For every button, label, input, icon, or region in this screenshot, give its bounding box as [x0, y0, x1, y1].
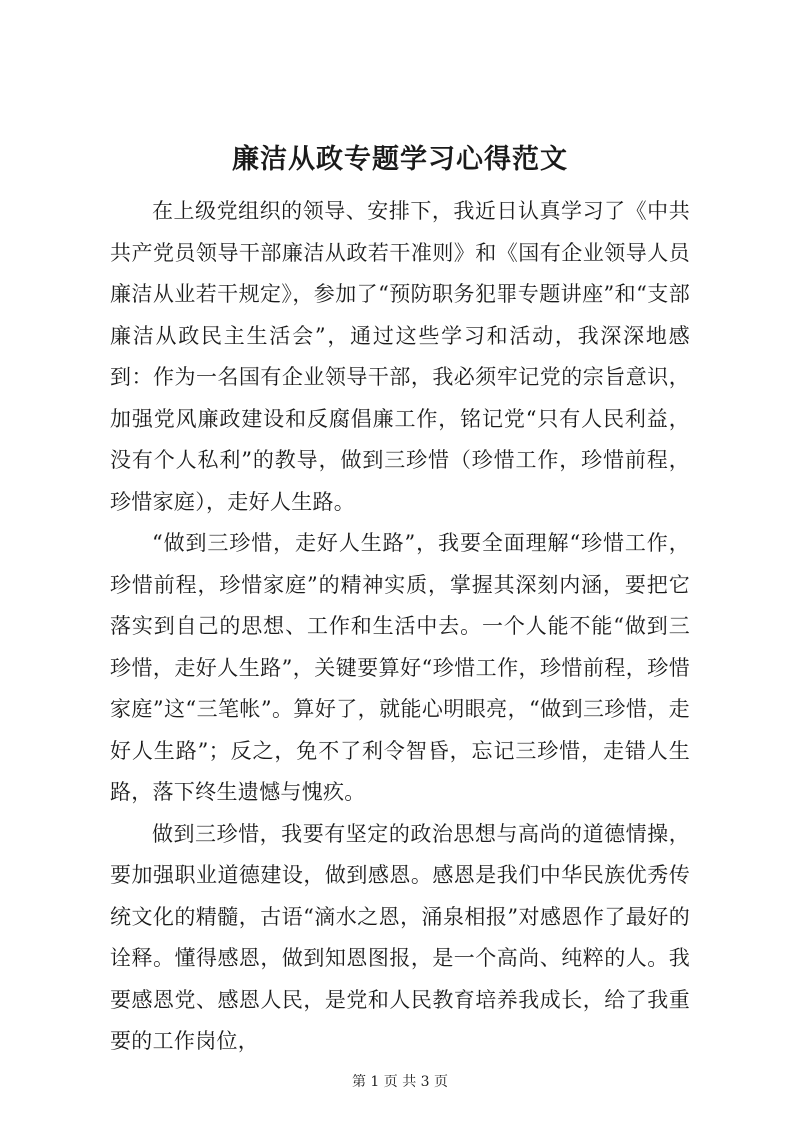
document-body — [110, 191, 690, 1063]
page-number-footer: 第 1 页 共 3 页 — [351, 1074, 449, 1090]
paragraph-1: 在上级党组织的领导、安排下，我近日认真学习了《中共共产党员领导干部廉洁从政若干准则》和《国有企业领导人员廉洁从业若干规定》，参加了“预防职务犯罪专题讲座”和“支部廉洁从政民主生活会”，通过这些学习和活动，我深深地感到：作为一名国有企业领导干部，我必须牢记党的宗旨意识，加强党风廉政建设和反腐倡廉工作，铭记党“只有人民利益，没有个人私利”的教导，做到三珍惜（珍惜工作，珍惜前程，珍惜家庭），走好人生路。 — [110, 199, 690, 514]
document-title: 廉洁从政专题学习心得范文 — [232, 144, 568, 175]
paragraph-2: “做到三珍惜，走好人生路”，我要全面理解“珍惜工作，珍惜前程，珍惜家庭”的精神实质，掌握其深刻内涵，要把它落实到自己的思想、工作和生活中去。一个人能不能“做到三珍惜，走好人生路”，关键要算好“珍惜工作，珍惜前程，珍惜家庭”这“三笔帐”。算好了，就能心明眼亮，“做到三珍惜，走好人生路”；反之，免不了利令智昏，忘记三珍惜，走错人生路，落下终生遗憾与愧疚。 — [110, 531, 690, 804]
paragraph-3: 做到三珍惜，我要有坚定的政治思想与高尚的道德情操，要加强职业道德建设，做到感恩。感恩是我们中华民族优秀传统文化的精髓，古语“滴水之恩，涌泉相报”对感恩作了最好的诠释。懂得感恩，做到知恩图报，是一个高尚、纯粹的人。我要感恩党、感恩人民，是党和人民教育培养我成长，给了我重要的工作岗位， — [110, 821, 690, 1053]
